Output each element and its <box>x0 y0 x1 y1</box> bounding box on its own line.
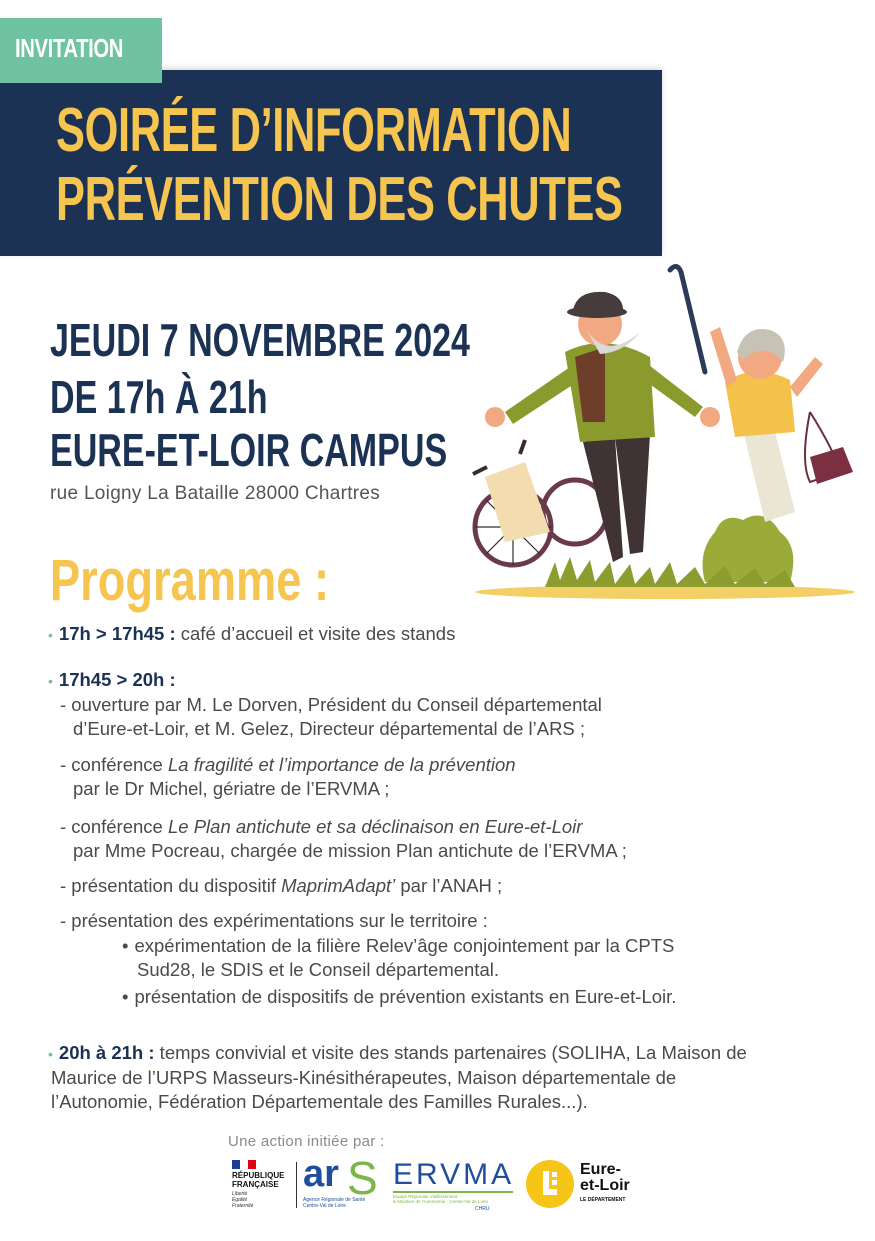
eure-et-loir-circle-icon <box>526 1160 574 1208</box>
bullet-dot: • <box>48 627 53 643</box>
ars-logo: ar S Agence Régionale de Santé Centre-Val de Loire <box>303 1156 383 1212</box>
flag-icon <box>232 1160 256 1169</box>
svg-text:ar: ar <box>303 1156 339 1195</box>
programme-bullet-1: • expérimentation de la filière Relev’âge conjointement par la CPTS Sud28, le SDIS et le Conseil départemental. <box>122 935 675 980</box>
programme-title: Programme : <box>50 548 330 613</box>
programme-item-1: • 17h > 17h45 : café d’accueil et visite des stands <box>48 623 456 644</box>
programme-sub-1: - ouverture par M. Le Dorven, Président du Conseil départemental d’Eure-et-Loir, et M. Gelez, Directeur départemental de l’ARS ; <box>60 694 602 739</box>
republique-francaise-logo: RÉPUBLIQUE FRANÇAISE Liberté Égalité Fraternité <box>232 1160 292 1212</box>
event-address: rue Loigny La Bataille 28000 Chartres <box>50 483 381 504</box>
programme-item-3: • 20h à 21h : temps convivial et visite des stands partenaires (SOLIHA, La Maison de Maurice de l’URPS Masseurs-Kinésithérapeutes, Maison départementale de l’Autonomie, Fédération Départementale des Familles Rurales...). <box>48 1042 747 1112</box>
event-date: JEUDI 7 NOVEMBRE 2024 <box>50 314 470 366</box>
logo-divider <box>296 1162 297 1208</box>
bullet-dot: • <box>48 1046 53 1062</box>
programme-item-2-time: • 17h45 > 20h : <box>48 669 176 690</box>
programme-sub-2: - conférence La fragilité et l’importance de la prévention par le Dr Michel, gériatre de l’ERVMA ; <box>60 754 516 799</box>
eure-et-loir-logo: Eure- et-Loir LE DÉPARTEMENT <box>526 1160 641 1210</box>
programme-sub-3: - conférence Le Plan antichute et sa déclinaison en Eure-et-Loir par Mme Pocreau, chargée de mission Plan antichute de l’ERVMA ; <box>60 816 627 861</box>
invitation-label: INVITATION <box>15 33 124 63</box>
programme-bullet-2: • présentation de dispositifs de prévention existants en Eure-et-Loir. <box>122 986 677 1007</box>
programme-sub-5: - présentation des expérimentations sur le territoire : <box>60 910 488 931</box>
title-line-1: SOIRÉE D’INFORMATION <box>56 96 572 165</box>
ars-wordmark-icon <box>303 1156 383 1196</box>
bullet-dot: • <box>122 935 129 956</box>
title-line-2: PRÉVENTION DES CHUTES <box>56 165 623 234</box>
event-venue: EURE-ET-LOIR CAMPUS <box>50 424 448 476</box>
elderly-couple-illustration <box>465 262 865 607</box>
event-time: DE 17h À 21h <box>50 371 268 423</box>
svg-text:S: S <box>347 1156 378 1196</box>
footer-label: Une action initiée par : <box>228 1133 385 1150</box>
bullet-dot: • <box>48 673 53 689</box>
ervma-logo: ERVMA Equipe Régionale Vieillissement & Maintien de l’Autonomie - Centre-Val de Loire CHRU <box>393 1158 515 1212</box>
programme-sub-4: - présentation du dispositif MaprimAdapt’ par l’ANAH ; <box>60 875 503 896</box>
bullet-dot: • <box>122 986 129 1007</box>
